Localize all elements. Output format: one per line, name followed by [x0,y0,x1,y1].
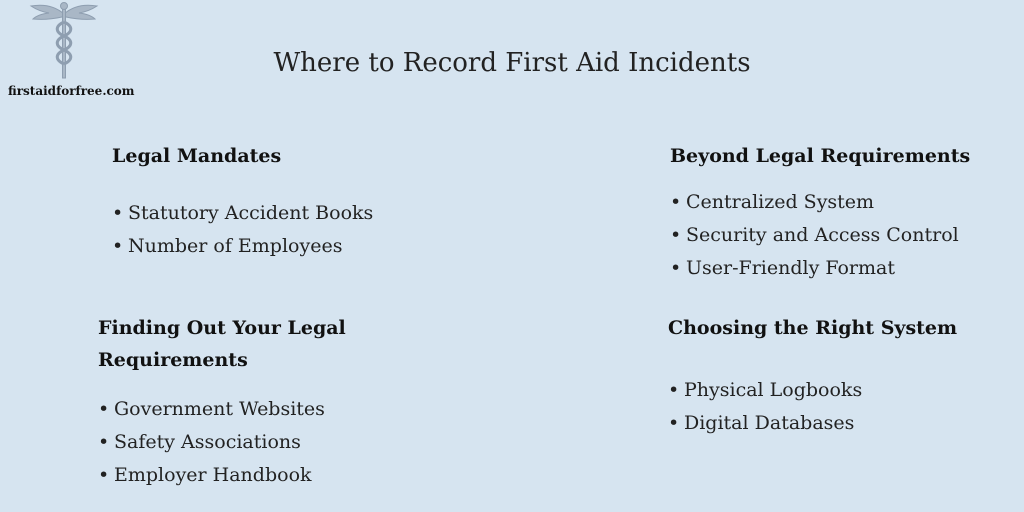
section-choosing-system [668,312,1008,440]
section-heading: Choosing the Right System [668,317,958,339]
list-item: • Government Websites [98,393,458,426]
section-heading [98,312,458,376]
list-item: • Physical Logbooks [668,374,1008,407]
bullet-list [670,186,1010,285]
list-item: • Statutory Accident Books [112,197,492,230]
list-item: • Centralized System [670,186,1010,219]
list-item: • Number of Employees [112,230,492,263]
section-heading: Legal Mandates [112,145,282,167]
logo-text: firstaidforfree.com [8,84,135,98]
list-item: • Safety Associations [98,426,458,459]
list-item: • User-Friendly Format [670,252,1010,285]
section-finding-requirements [98,312,458,492]
section-heading-line: Finding Out Your Legal [98,317,346,339]
list-item: • Security and Access Control [670,219,1010,252]
section-beyond-legal [670,140,1010,285]
list-item: • Employer Handbook [98,459,458,492]
bullet-list [668,374,1008,440]
page-title: Where to Record First Aid Incidents [273,48,751,78]
bullet-list [98,393,458,492]
section-heading-line: Requirements [98,349,248,371]
section-heading: Beyond Legal Requirements [670,145,971,167]
list-item: • Digital Databases [668,407,1008,440]
bullet-list [112,197,492,263]
section-legal-mandates [112,140,492,263]
